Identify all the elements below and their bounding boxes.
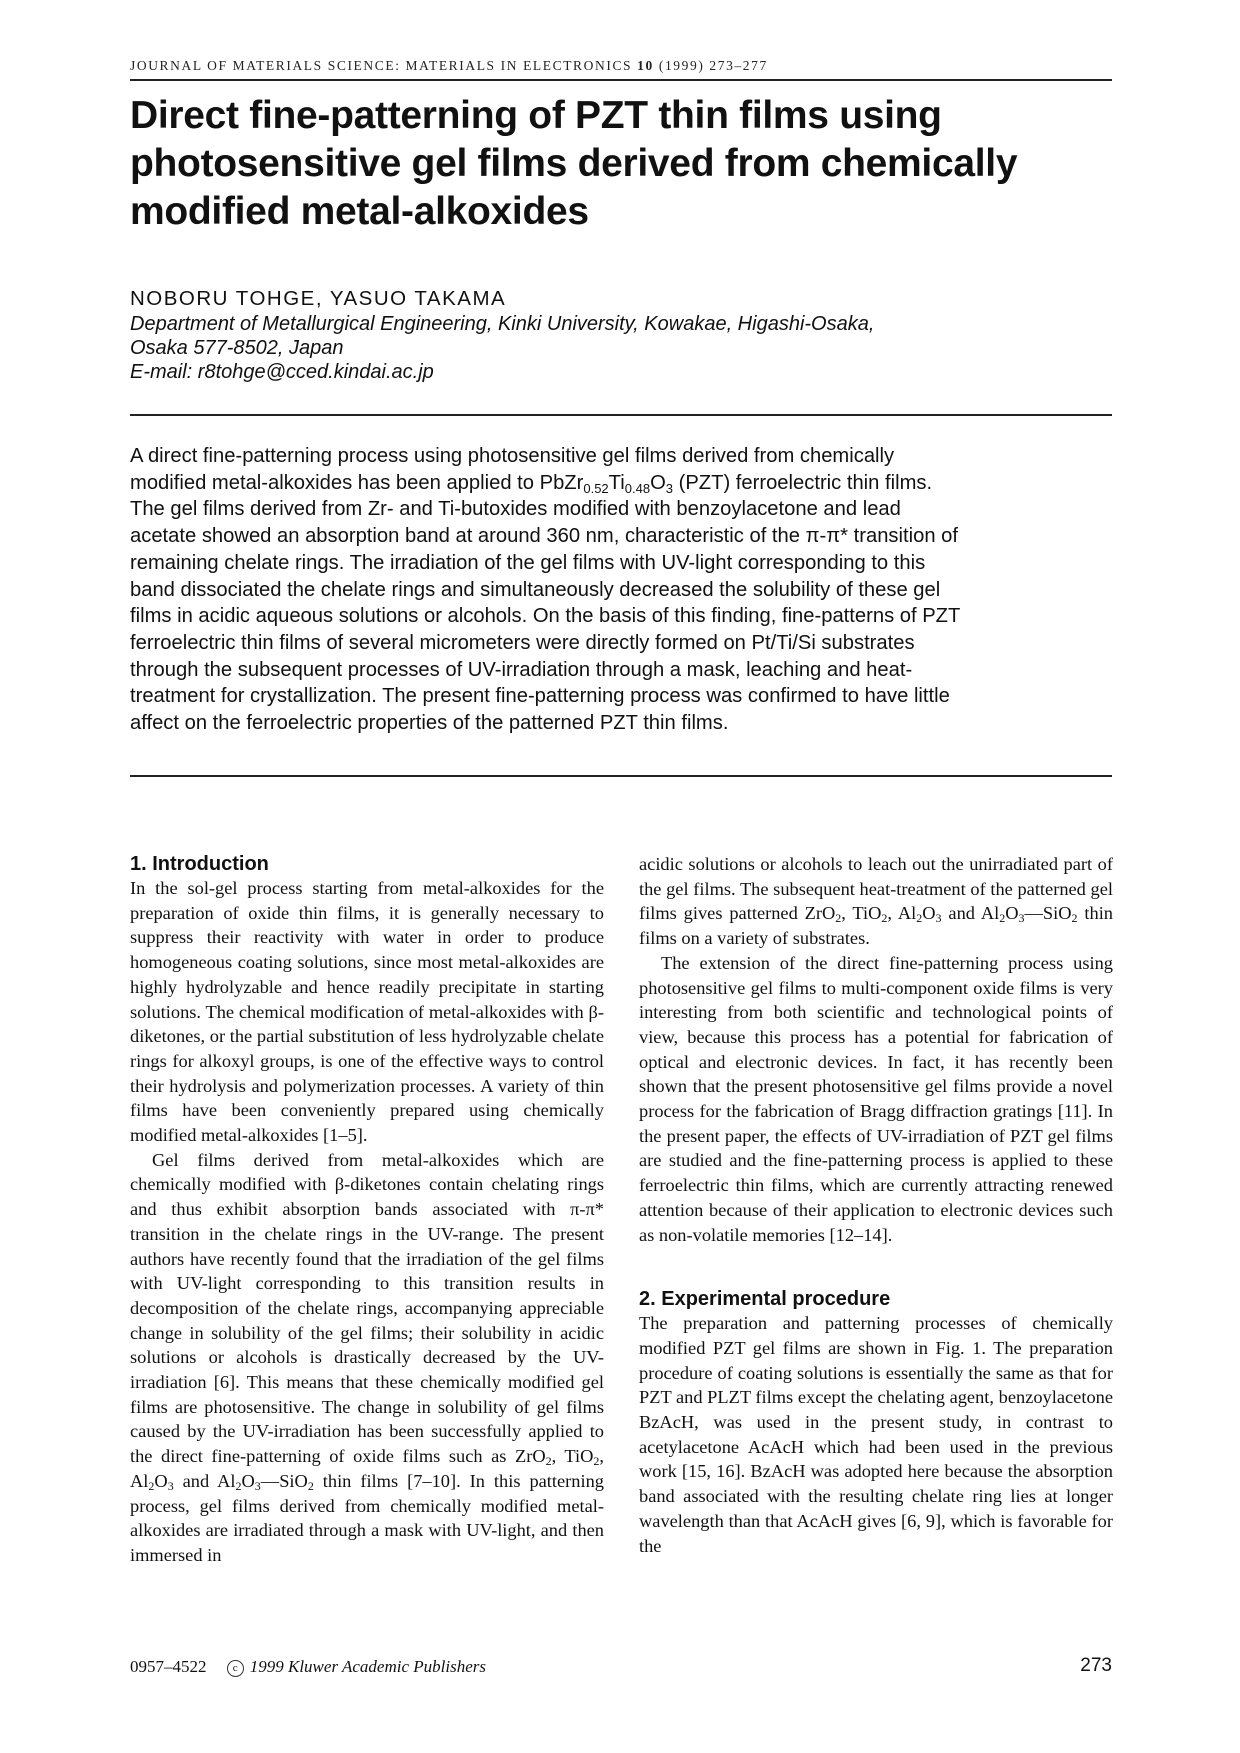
paragraph: In the sol-gel process starting from metal-alkoxides for the preparation of oxide thin films, it is generally necessary to suppress their reactivity with water in order to produce homogeneous coating solutions, since most metal-alkoxides are highly hydrolyzable and hence readily precipitate in starting solutions. The chemical modification of metal-alkoxides with β-diketones, or the partial substitution of less hydrolyzable chelate rings for alkoxyl groups, is one of the effective ways to control their hydrolysis and polymerization processes. A variety of thin films have been conveniently prepared using chemically modified metal-alkoxides [1–5]. bbox=[130, 878, 604, 1146]
journal-year-pages: (1999) 273–277 bbox=[658, 58, 768, 73]
abstract-line: band dissociated the chelate rings and simultaneously decreased the solubility of these gel bbox=[130, 578, 941, 601]
abstract-line: remaining chelate rings. The irradiation of the gel films with UV-light corresponding to this bbox=[130, 551, 926, 574]
section-heading: 2. Experimental procedure bbox=[639, 1288, 891, 1311]
title-line: photosensitive gel films derived from chemically bbox=[130, 142, 1018, 185]
section-gap bbox=[639, 1247, 1113, 1287]
journal-name: JOURNAL OF MATERIALS SCIENCE: MATERIALS IN ELECTRONICS bbox=[130, 58, 633, 73]
page-number: 273 bbox=[1080, 1655, 1112, 1676]
abstract-line: ferroelectric thin films of several micrometers were directly formed on Pt/Ti/Si substrates bbox=[130, 631, 915, 654]
abstract-line: through the subsequent processes of UV-irradiation through a mask, leaching and heat- bbox=[130, 658, 913, 681]
abstract-bottom-rule bbox=[130, 775, 1112, 777]
abstract-line: acetate showed an absorption band at around 360 nm, characteristic of the π-π* transition of bbox=[130, 525, 958, 548]
article-title bbox=[130, 92, 1112, 236]
copyright-text: 1999 Kluwer Academic Publishers bbox=[249, 1657, 486, 1676]
paragraph: The extension of the direct fine-patterning process using photosensitive gel films to multi-component oxide films is very interesting from both scientific and technological points of view, because this process has a potential for fabrication of optical and electronic devices. In fact, it has recently been shown that the present photosensitive gel films provide a novel process for the fabrication of Bragg diffraction gratings [11]. In the present paper, the effects of UV-irradiation of PZT gel films are studied and the fine-patterning process is applied to these ferroelectric thin films, which are currently attracting renewed attention because of their application to electronic devices such as non-volatile memories [12–14]. bbox=[639, 952, 1113, 1245]
journal-volume: 10 bbox=[637, 58, 654, 73]
abstract-line: treatment for crystallization. The present fine-patterning process was confirmed to have little bbox=[130, 685, 950, 708]
issn: 0957–4522 bbox=[130, 1657, 207, 1676]
authors: NOBORU TOHGE, YASUO TAKAMA bbox=[130, 287, 507, 310]
title-line: modified metal-alkoxides bbox=[130, 190, 589, 233]
paragraph: acidic solutions or alcohols to leach out the unirradiated part of the gel films. The subsequent heat-treatment of the patterned gel films gives patterned ZrO$_2$, TiO$_2$, $Al_2O_3$ and $Al_2O_3—SiO_2$ thin films on a variety of substrates. bbox=[639, 854, 1113, 949]
footer-left bbox=[130, 1657, 486, 1677]
running-header bbox=[130, 58, 1112, 74]
abstract-line: A direct fine-patterning process using photosensitive gel films derived from chemically bbox=[130, 445, 895, 467]
affiliation-line: Department of Metallurgical Engineering, Kinki University, Kowakae, Higashi-Osaka, bbox=[130, 313, 875, 335]
right-column bbox=[639, 852, 1113, 1558]
copyright-line bbox=[227, 1657, 486, 1676]
title-line: Direct fine-patterning of PZT thin films using bbox=[130, 94, 942, 137]
abstract-line: modified metal-alkoxides has been applied to $PbZr_{0.52}Ti_{0.48}O_3$ (PZT) ferroelectric thin films. bbox=[130, 471, 933, 496]
affiliation bbox=[130, 312, 1112, 384]
abstract-line: films in acidic aqueous solutions or alcohols. On the basis of this finding, fine-patterns of PZT bbox=[130, 605, 961, 628]
paragraph: The preparation and patterning processes of chemically modified PZT gel films are shown in Fig. 1. The preparation procedure of coating solutions is essentially the same as that for PZT and PLZT films except the chelating agent, benzoylacetone BzAcH, was used in the present study, in contrast to acetylacetone AcAcH which had been used in the previous work [15, 16]. BzAcH was adopted here because the absorption band associated with the resulting chelate ring lies at longer wavelength than that AcAcH gives [6, 9], which is favorable for the bbox=[639, 1313, 1113, 1556]
left-column bbox=[130, 852, 604, 1568]
abstract bbox=[130, 443, 1112, 737]
abstract-line: The gel films derived from Zr- and Ti-butoxides modified with benzoylacetone and lead bbox=[130, 498, 901, 521]
abstract-line: affect on the ferroelectric properties of the patterned PZT thin films. bbox=[130, 712, 729, 735]
abstract-top-rule bbox=[130, 414, 1112, 416]
affiliation-line: Osaka 577-8502, Japan bbox=[130, 337, 344, 359]
author-email: E-mail: r8tohge@cced.kindai.ac.jp bbox=[130, 361, 434, 383]
copyright-icon: c bbox=[227, 1660, 244, 1677]
section-heading: 1. Introduction bbox=[130, 853, 269, 875]
paragraph: Gel films derived from metal-alkoxides which are chemically modified with β-diketones contain chelating rings and thus exhibit absorption bands associated with π-π* transition in the chelate rings in the UV-range. The present authors have recently found that the irradiation of the gel films with UV-light corresponding to this transition results in decomposition of the chelate rings, accompanying appreciable change in solubility of the gel films; their solubility in acidic solutions or alcohols is drastically decreased by the UV-irradiation [6]. This means that these chemically modified gel films are photosensitive. The change in solubility of gel films caused by the UV-irradiation has been successfully applied to the direct fine-patterning of oxide films such as ZrO$_2$, TiO$_2$, $Al_2O_3$ and $Al_2O_3—SiO_2$ thin films [7–10]. In this patterning process, gel films derived from chemically modified metal-alkoxides are irradiated through a mask with UV-light, and then immersed in bbox=[130, 1149, 605, 1565]
header-rule bbox=[130, 79, 1112, 81]
